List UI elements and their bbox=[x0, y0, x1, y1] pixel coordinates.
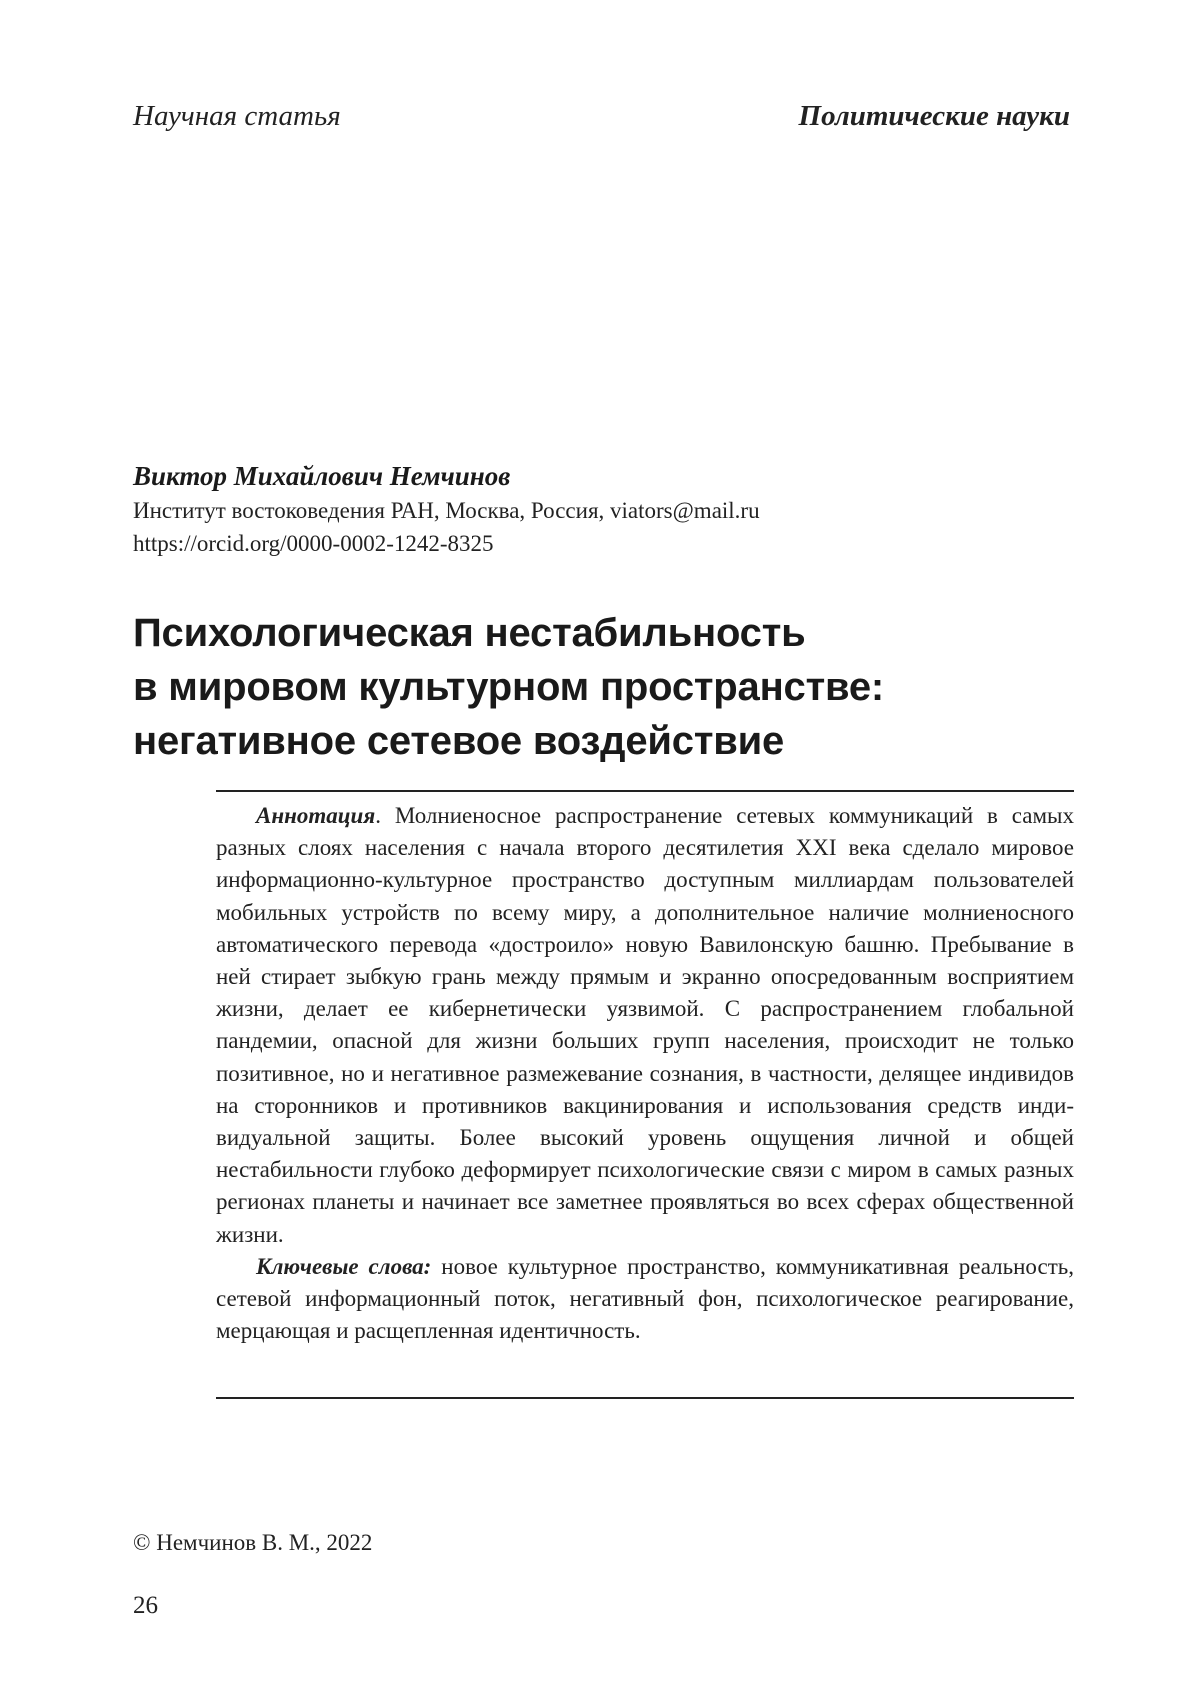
author-name: Виктор Михайлович Немчинов bbox=[133, 461, 511, 491]
keywords-label: Ключевые слова: bbox=[256, 1253, 432, 1279]
title-line-1: Психологическая нестабильность bbox=[133, 611, 806, 655]
abstract-text: . Молниеносное распространение сетевых коммуникаций в самых разных слоях населения с начала второго десятилетия XXI века сделало мировое информационно-культурное пространство доступным миллиардам пользователей мобильных устройств по всему миру, а дополнительное наличие молниеносного автоматического перевода «достроило» новую Вавилонскую башню. Пребывание в ней стирает зыбкую грань между прямым и экранно опосредованным восприятием жизни, делает ее кибернетически уязвимой. С распространением глобальной пандемии, опасной для жизни больших групп населения, происходит не только позитивное, но и негативное размежевание сознания, в частности, делящее индивидов на сторонников и противников вакцинирования и использования средств индивидуальной защиты. Более высокий уровень ощущения личной и общей нестабильности глубоко деформирует психологические связи с миром в самых разных регионах планеты и начинает все заметнее проявляться во всех сферах общественной жизни. bbox=[216, 803, 1074, 1247]
author-block bbox=[133, 458, 1073, 560]
copyright-notice: © Немчинов В. М., 2022 bbox=[133, 1530, 373, 1555]
abstract-section bbox=[216, 800, 1074, 1347]
keywords-text: новое культурное пространство, коммуникативная реальность, сетевой информационный поток, негативный фон, психологическое реагирование, мерцающая и расщепленная идентичность. bbox=[216, 1253, 1074, 1344]
article-type-header: Научная статья bbox=[133, 100, 341, 132]
title-line-3: негативное сетевое воздействие bbox=[133, 719, 785, 763]
abstract-top-rule bbox=[216, 790, 1074, 792]
section-header: Политические науки bbox=[798, 100, 1070, 132]
abstract-bottom-rule bbox=[216, 1397, 1074, 1399]
author-orcid: https://orcid.org/0000-0002-1242-8325 bbox=[133, 531, 494, 556]
keywords-paragraph bbox=[216, 1251, 1074, 1348]
abstract-paragraph bbox=[216, 800, 1074, 1251]
abstract-label: Аннотация bbox=[256, 803, 376, 828]
author-affiliation: Институт востоковедения РАН, Москва, Россия, viators@mail.ru bbox=[133, 498, 760, 523]
title-line-2: в мировом культурном пространстве: bbox=[133, 665, 884, 709]
article-title bbox=[133, 606, 1093, 768]
page-number: 26 bbox=[133, 1592, 158, 1619]
